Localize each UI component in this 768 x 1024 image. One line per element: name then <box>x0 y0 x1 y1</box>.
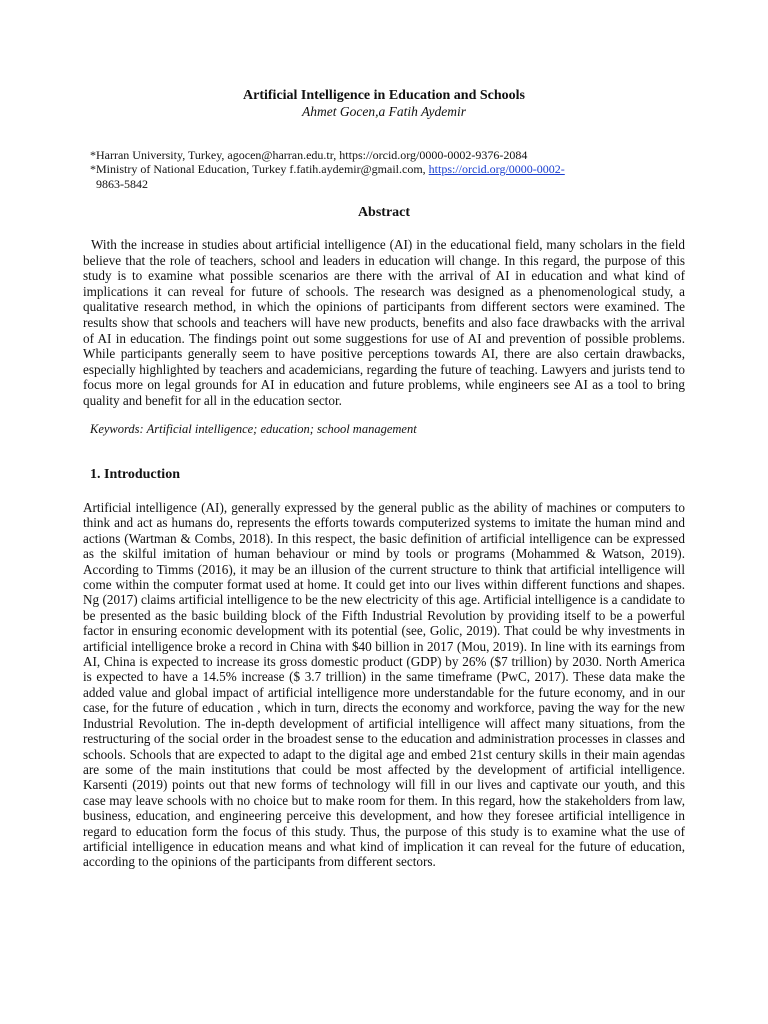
orcid-link[interactable]: https://orcid.org/0000-0002- <box>428 162 565 176</box>
abstract-text: With the increase in studies about artificial intelligence (AI) in the educational field, many scholars in the field believe that the role of teachers, school and leaders in education will change. In this regard, the purpose of this study is to examine what possible scenarios are there with the arrival of AI in education and what kind of implications it can reveal for future of schools. The research was designed as a phenomenological study, a qualitative research method, in which the opinions of participants from different sectors were examined. The results show that schools and teachers will have new products, benefits and also face drawbacks with the arrival of AI in education. The findings point out some suggestions for use of AI and prevention of possible problems. While participants generally seem to have positive perceptions towards AI, there are also certain drawbacks, especially highlighted by teachers and academicians, regarding the future of teaching. Lawyers and jurists tend to focus more on legal grounds for AI in education and future problems, while engineers see AI as a tool to bring quality and benefit for all in the education sector. <box>83 237 685 408</box>
paper-title: Artificial Intelligence in Education and Schools <box>243 88 525 103</box>
keywords: Keywords: Artificial intelligence; education; school management <box>90 422 417 436</box>
affiliation-second-text: *Ministry of National Education, Turkey f.fatih.aydemir@gmail.com, <box>90 162 429 176</box>
abstract-heading: Abstract <box>357 205 411 220</box>
affiliation-first: *Harran University, Turkey, agocen@harran.edu.tr, https://orcid.org/0000-0002-9376-2084 <box>90 148 528 162</box>
section-heading-introduction: 1. Introduction <box>90 467 180 482</box>
paper-authors: Ahmet Gocen,a Fatih Aydemir <box>302 104 466 119</box>
affiliation-second-continuation: 9863-5842 <box>96 177 148 191</box>
introduction-text: Artificial intelligence (AI), generally expressed by the general public as the ability of machines or computers to think and act as humans do, represents the efforts towards computerized systems to imitate the human mind and actions (Wartman & Combs, 2018). In this respect, the basic definition of artificial intelligence can be expressed as the skilful imitation of human behaviour or mind by tools or programs (Mohammed & Watson, 2019). According to Timms (2016), it may be an illusion of the current structure to think that artificial intelligence will come within the computer format used at home. It could get into our lives within different functions and shapes. Ng (2017) claims artificial intelligence to be the new electricity of this age. Artificial intelligence is a candidate to be presented as the basic building block of the Fifth Industrial Revolution by providing itself to be a powerful factor in ensuring economic development with its potential (see, Golic, 2019). That could be why investments in artificial intelligence broke a record in China with $40 billion in 2017 (Mou, 2019). In line with its earnings from AI, China is expected to increase its gross domestic product (GDP) by 26% ($7 trillion) by 2030. North America is expected to have a 14.5% increase ($ 3.7 trillion) in the same timeframe (PwC, 2017). These data make the added value and global impact of artificial intelligence more understandable for the future economy, and in our case, for the future of education , which in turn, directs the economy and workforce, paving the way for the new Industrial Revolution. The in-depth development of artificial intelligence will affect many situations, from the restructuring of the social order in the broadest sense to the education and administration processes in classes and schools. Schools that are expected to adapt to the digital age and embed 21st century skills in their main agendas are some of the main institutions that could be most affected by the development of artificial intelligence. Karsenti (2019) points out that new forms of technology will fill in our lives and captivate our youth, and this case may leave schools with no choice but to make room for them. In this regard, how the stakeholders from law, business, education, and engineering perceive this development, and how they foresee artificial intelligence in regard to education form the focus of this study. Thus, the purpose of this study is to examine what the use of artificial intelligence in education means and what kind of implication it can reveal for the future of education, according to the opinions of the participants from different sectors. <box>83 500 685 870</box>
affiliation-second <box>90 162 710 176</box>
